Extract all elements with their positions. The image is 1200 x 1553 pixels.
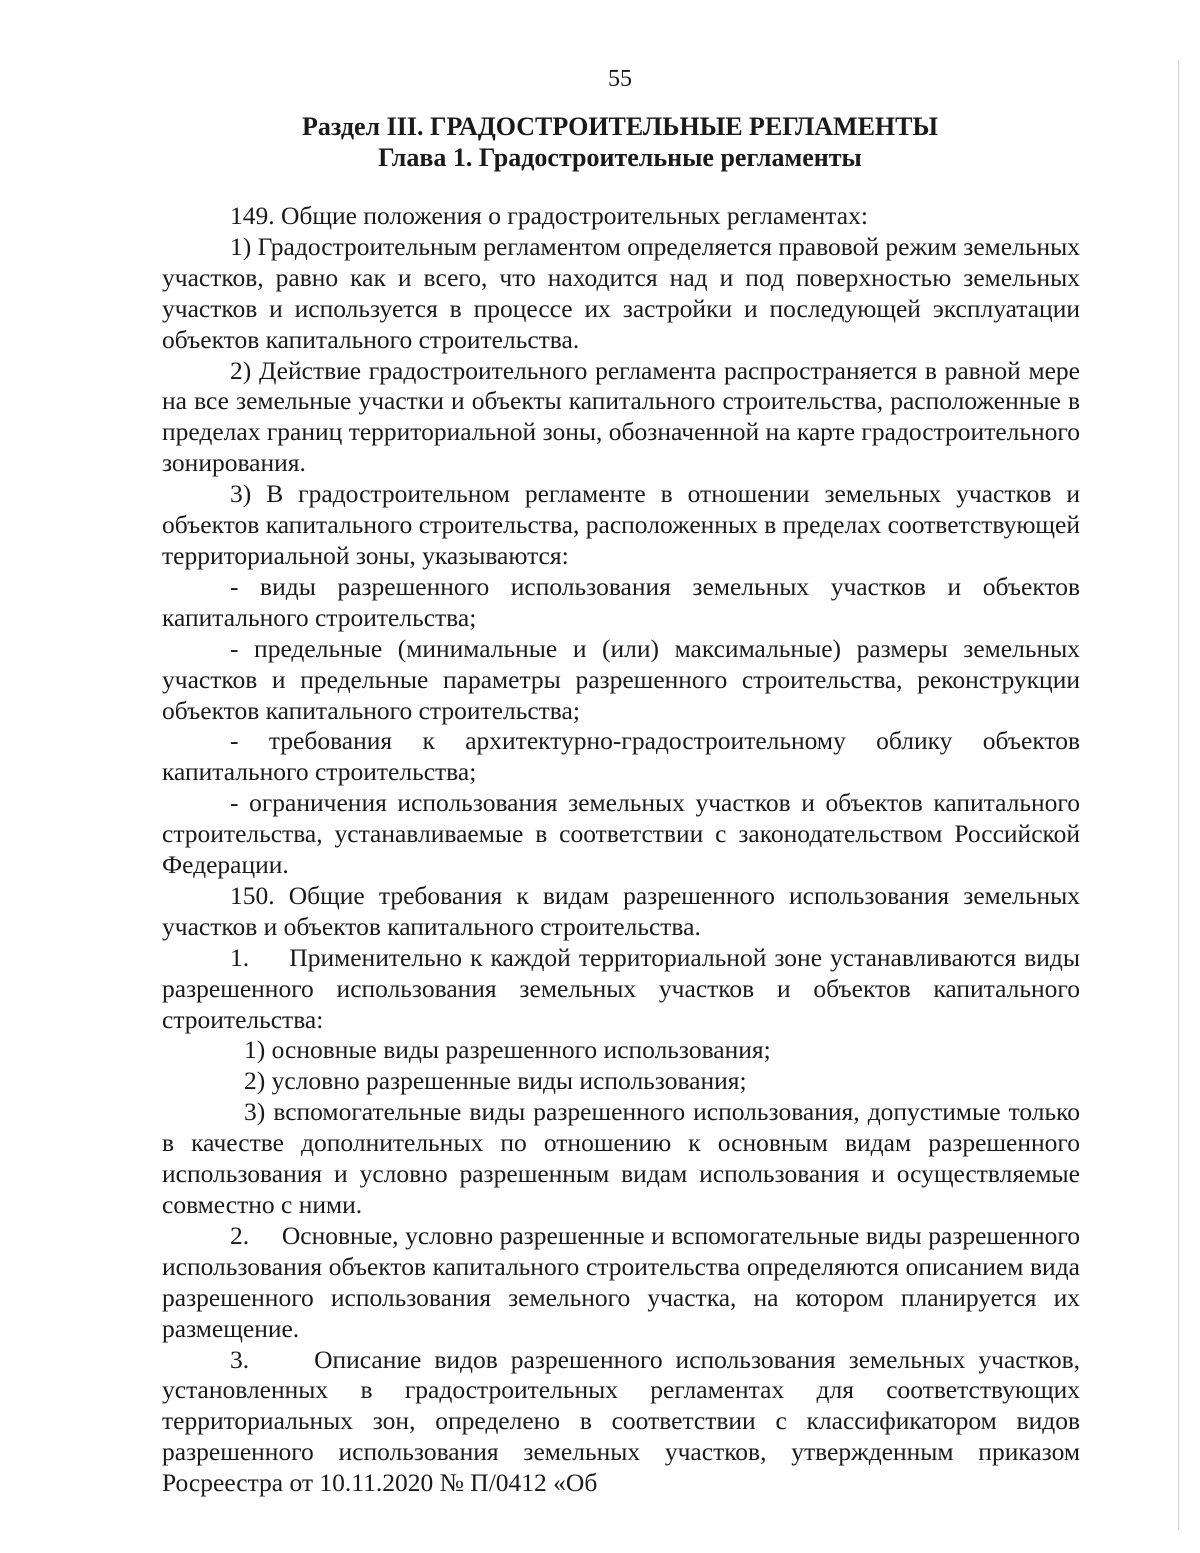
paragraph-149-3: 3) В градостроительном регламенте в отношении земельных участков и объектов капитального строительства, расположенных в пределах соответствующей территориальной зоны, указываются: — [162, 479, 1080, 570]
list-item-limit-sizes: - предельные (минимальные и (или) максимальные) размеры земельных участков и предельные параметры разрешенного строительства, реконструкции объектов капитального строительства; — [162, 633, 1080, 725]
paragraph-149-heading: 149. Общие положения о градостроительных регламентах: — [230, 201, 868, 230]
paragraph-149-2: 2) Действие градостроительного регламента распространяется в равной мере на все земельные участки и объекты капитального строительства, расположенные в пределах границ территориальной зоны, обозначенной на карте градостроительного зонирования. — [162, 355, 1080, 478]
section-title: Раздел III. ГРАДОСТРОИТЕЛЬНЫЕ РЕГЛАМЕНТЫ — [301, 112, 939, 141]
chapter-title: Глава 1. Градостроительные регламенты — [378, 143, 862, 172]
page-edge-line — [1178, 60, 1179, 1530]
list-item-architectural-requirements: - требования к архитектурно-градостроительному облику объектов капитального строительства; — [162, 726, 1080, 787]
paragraph-149-1: 1) Градостроительным регламентом определяется правовой режим земельных участков, равно как и всего, что находится над и под поверхностью земельных участков и используется в процессе их застройки и последующей эксплуатации объектов капитального строительства. — [162, 231, 1080, 354]
list-item-permitted-uses: - виды разрешенного использования земельных участков и объектов капитального строительства; — [162, 571, 1080, 632]
paragraph-150-2: 2. Основные, условно разрешенные и вспомогательные виды разрешенного использования объектов капитального строительства определяются описанием вида разрешенного использования земельного участка, на котором планируется их размещение. — [162, 1220, 1087, 1343]
paragraph-150-heading: 150. Общие требования к видам разрешенного использования земельных участков и объектов капитального строительства. — [162, 880, 1080, 941]
sub-item-main-uses: 1) основные виды разрешенного использования; — [244, 1035, 771, 1065]
list-item-restrictions: - ограничения использования земельных участков и объектов капитального строительства, устанавливаемые в соответствии с законодательством Российской Федерации. — [162, 788, 1080, 880]
document-body — [162, 201, 1087, 1499]
paragraph-150-1: 1. Применительно к каждой территориальной зоне устанавливаются виды разрешенного использования земельных участков и объектов капитального строительства: — [162, 942, 1087, 1034]
page-number: 55 — [608, 66, 632, 92]
sub-item-auxiliary-uses: 3) вспомогательные виды разрешенного использования, допустимые только в качестве дополнительных по отношению к основным видам разрешенного использования и условно разрешенным видам использования и осуществляемые совместно с ними. — [162, 1097, 1080, 1219]
paragraph-150-3: 3. Описание видов разрешенного использования земельных участков, установленных в градостроительных регламентах для соответствующих территориальных зон, определено в соответствии с классификатором видов разрешенного использования земельных участков, утвержденным приказом Росреестра от 10.11.2020 № П/0412 «Об — [162, 1344, 1087, 1498]
sub-item-conditional-uses: 2) условно разрешенные виды использования; — [244, 1066, 747, 1096]
